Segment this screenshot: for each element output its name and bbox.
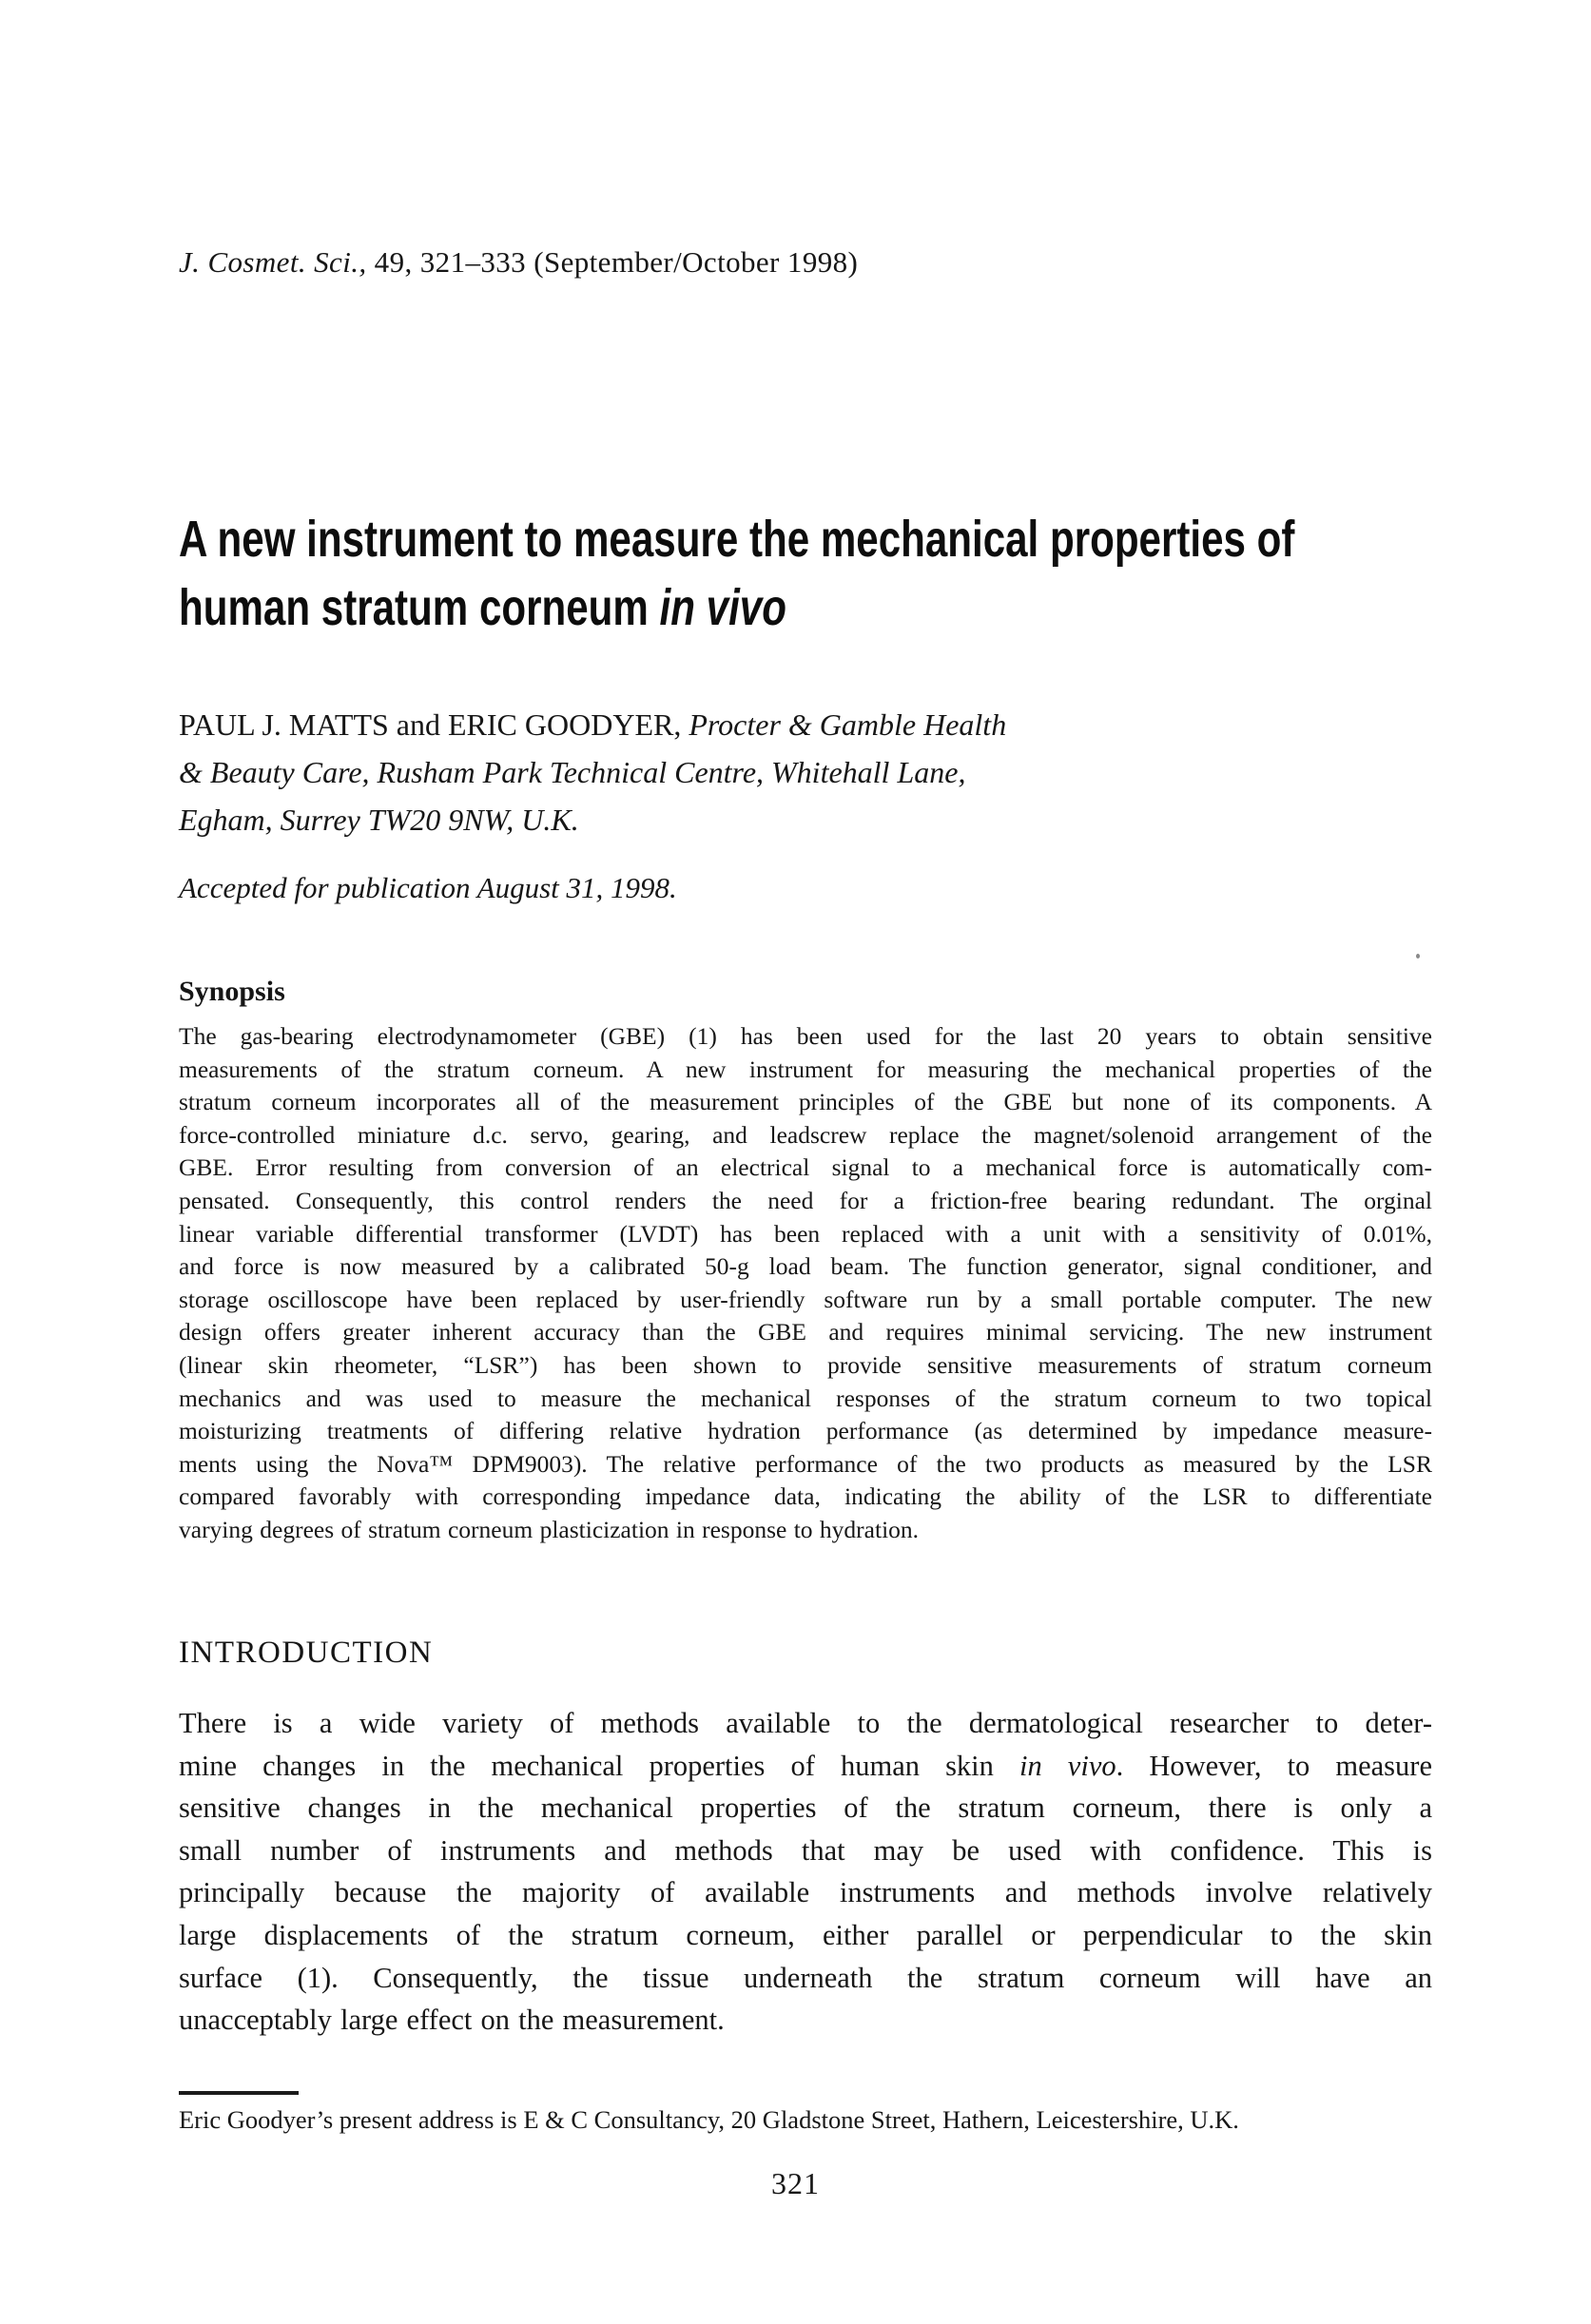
text-line: ments using the Nova™ DPM9003). The relative performance of the two products as measured by the LSR: [179, 1449, 1432, 1478]
text-line: varying degrees of stratum corneum plasticization in response to hydration.: [179, 1515, 920, 1543]
affiliation-line-2: & Beauty Care, Rusham Park Technical Centre, Whitehall Lane,: [179, 755, 966, 789]
title-line-2-italic: in vivo: [659, 579, 786, 636]
authors-affiliation: [179, 701, 1432, 843]
author-names: PAUL J. MATTS and ERIC GOODYER,: [179, 707, 689, 742]
text-line: mechanics and was used to measure the mechanical responses of the stratum corneum to two topical: [179, 1384, 1432, 1412]
article-title: [179, 505, 1432, 642]
title-line-1: A new instrument to measure the mechanical properties of: [179, 511, 1295, 568]
text-line: principally because the majority of available instruments and methods involve relatively: [179, 1876, 1432, 1909]
title-line-2: [179, 573, 1156, 642]
journal-name: J. Cosmet. Sci.,: [179, 245, 367, 279]
introduction-paragraph: [179, 1702, 1432, 2042]
journal-citation: [179, 245, 1432, 280]
text-line: stratum corneum incorporates all of the measurement principles of the GBE but none of its components. A: [179, 1088, 1432, 1116]
accepted-note: Accepted for publication August 31, 1998.: [179, 871, 677, 904]
text-line: There is a wide variety of methods available to the dermatological researcher to deter-: [179, 1707, 1432, 1739]
page-number: 321: [771, 2166, 820, 2200]
text-line: (linear skin rheometer, “LSR”) has been shown to provide sensitive measurements of stratum corneum: [179, 1350, 1432, 1379]
introduction-heading: INTRODUCTION: [179, 1636, 434, 1670]
synopsis-paragraph: [179, 1020, 1432, 1547]
affiliation-line-3: Egham, Surrey TW20 9NW, U.K.: [179, 803, 579, 837]
text-line: design offers greater inherent accuracy than the GBE and requires minimal servicing. The new instrument: [179, 1318, 1432, 1346]
text-line: and force is now measured by a calibrated 50-g load beam. The function generator, signal conditioner, and: [179, 1252, 1432, 1281]
text-line: storage oscilloscope have been replaced by user-friendly software run by a small portable computer. The new: [179, 1285, 1432, 1313]
text-line: moisturizing treatments of differing relative hydration performance (as determined by impedance measure-: [179, 1417, 1432, 1445]
affiliation-line-1: Procter & Gamble Health: [689, 707, 1007, 742]
title-line-2-roman: human stratum corneum: [179, 579, 660, 636]
text-line: force-controlled miniature d.c. servo, gearing, and leadscrew replace the magnet/solenoid arrangement of the: [179, 1120, 1432, 1149]
text-line: linear variable differential transformer (LVDT) has been replaced with a unit with a sensitivity of 0.01%,: [179, 1219, 1432, 1248]
text-line: measurements of the stratum corneum. A new instrument for measuring the mechanical properties of the: [179, 1055, 1432, 1083]
text-line: surface (1). Consequently, the tissue underneath the stratum corneum will have an: [179, 1961, 1432, 1994]
text-line: unacceptably large effect on the measurement.: [179, 2004, 725, 2037]
scan-speck: [1416, 954, 1420, 959]
text-line: small number of instruments and methods that may be used with confidence. This is: [179, 1833, 1432, 1867]
synopsis-heading: Synopsis: [179, 976, 285, 1007]
text-line: GBE. Error resulting from conversion of an electrical signal to a mechanical force is automatically com-: [179, 1153, 1432, 1182]
text-line: pensated. Consequently, this control renders the need for a friction-free bearing redundant. The orginal: [179, 1186, 1432, 1214]
footnote-rule: [179, 2091, 299, 2095]
text-line: sensitive changes in the mechanical properties of the stratum corneum, there is only a: [179, 1791, 1432, 1825]
footnote-text: Eric Goodyer’s present address is E & C Consultancy, 20 Gladstone Street, Hathern, Leicestershire, U.K.: [179, 2105, 1239, 2134]
text-line: mine changes in the mechanical properties of human skin in vivo. However, to measure: [179, 1749, 1432, 1782]
text-line: large displacements of the stratum corneum, either parallel or perpendicular to the skin: [179, 1918, 1432, 1951]
journal-volume-info: 49, 321–333 (September/October 1998): [366, 245, 859, 279]
text-line: compared favorably with corresponding impedance data, indicating the ability of the LSR to differentiate: [179, 1482, 1432, 1511]
text-line: The gas-bearing electrodynamometer (GBE) (1) has been used for the last 20 years to obtain sensitive: [179, 1022, 1432, 1050]
